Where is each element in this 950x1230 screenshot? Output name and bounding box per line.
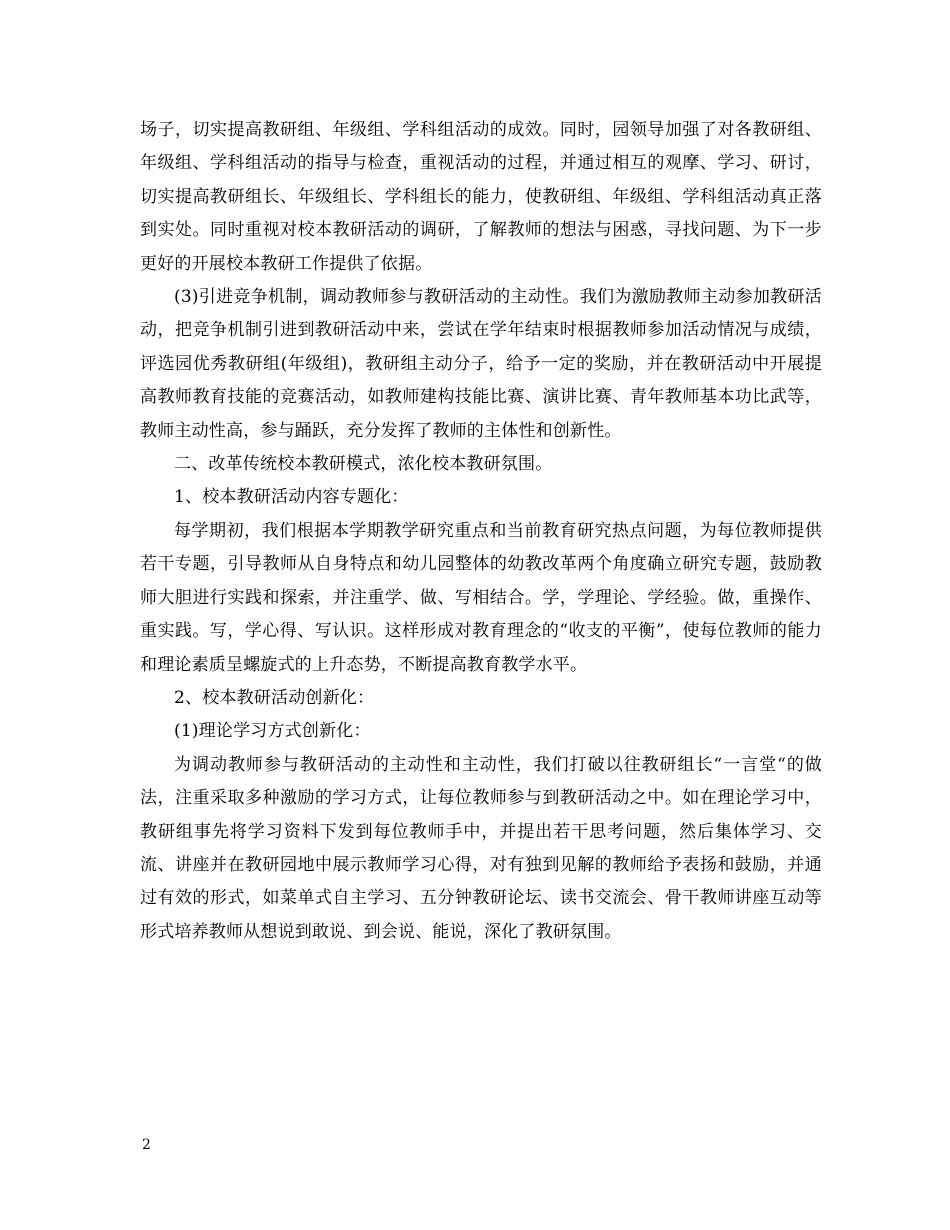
- paragraph-4: 为调动教师参与教研活动的主动性和主动性，我们打破以往教研组长“一言堂“的做法，注重采取多种激励的学习方式，让每位教师参与到教研活动之中。如在理论学习中，教研组事先将学习资料下发到每位教师手中，并提出若干思考问题，然后集体学习、交流、讲座并在教研园地中展示教师学习心得，对有独到见解的教师给予表扬和鼓励，并通过有效的形式，如菜单式自主学习、五分钟教研论坛、读书交流会、骨干教师讲座互动等形式培养教师从想说到敢说、到会说、能说，深化了教研氛围。: [140, 754, 822, 942]
- paragraph-1: 场子，切实提高教研组、年级组、学科组活动的成效。同时，园领导加强了对各教研组、年级组、学科组活动的指导与检查，重视活动的过程，并通过相互的观摩、学习、研讨，切实提高教研组长、年级组长、学科组长的能力，使教研组、年级组、学科组活动真正落到实处。同时重视对校本教研活动的调研，了解教师的想法与困惑，寻找问题、为下一步更好的开展校本教研工作提供了依据。: [140, 120, 822, 274]
- subheading-1: 1、校本教研活动内容专题化：: [174, 487, 409, 508]
- subheading-2: 2、校本教研活动创新化：: [174, 687, 375, 708]
- subheading-2-1: (1)理论学习方式创新化：: [174, 721, 371, 742]
- page-number: 2: [142, 1137, 151, 1153]
- section-heading: 二、改革传统校本教研模式，浓化校本教研氛围。: [174, 454, 553, 475]
- paragraph-2: (3)引进竞争机制，调动教师参与教研活动的主动性。我们为激励教师主动参加教研活动，把竞争机制引进到教研活动中来，尝试在学年结束时根据教师参加活动情况与成绩，评选园优秀教研组(年级组)，教研组主动分子，给予一定的奖励，并在教研活动中开展提高教师教育技能的竞赛活动，如教师建构技能比赛、演讲比赛、青年教师基本功比武等，教师主动性高，参与踊跃，充分发挥了教师的主体性和创新性。: [140, 287, 822, 441]
- paragraph-3: 每学期初，我们根据本学期教学研究重点和当前教育研究热点问题，为每位教师提供若干专题，引导教师从自身特点和幼儿园整体的幼教改革两个角度确立研究专题，鼓励教师大胆进行实践和探索，并注重学、做、写相结合。学，学理论、学经验。做，重操作、重实践。写，学心得、写认识。这样形成对教育理念的“收支的平衡”，使每位教师的能力和理论素质呈螺旋式的上升态势，不断提高教育教学水平。: [140, 520, 822, 675]
- body-text: [140, 114, 822, 949]
